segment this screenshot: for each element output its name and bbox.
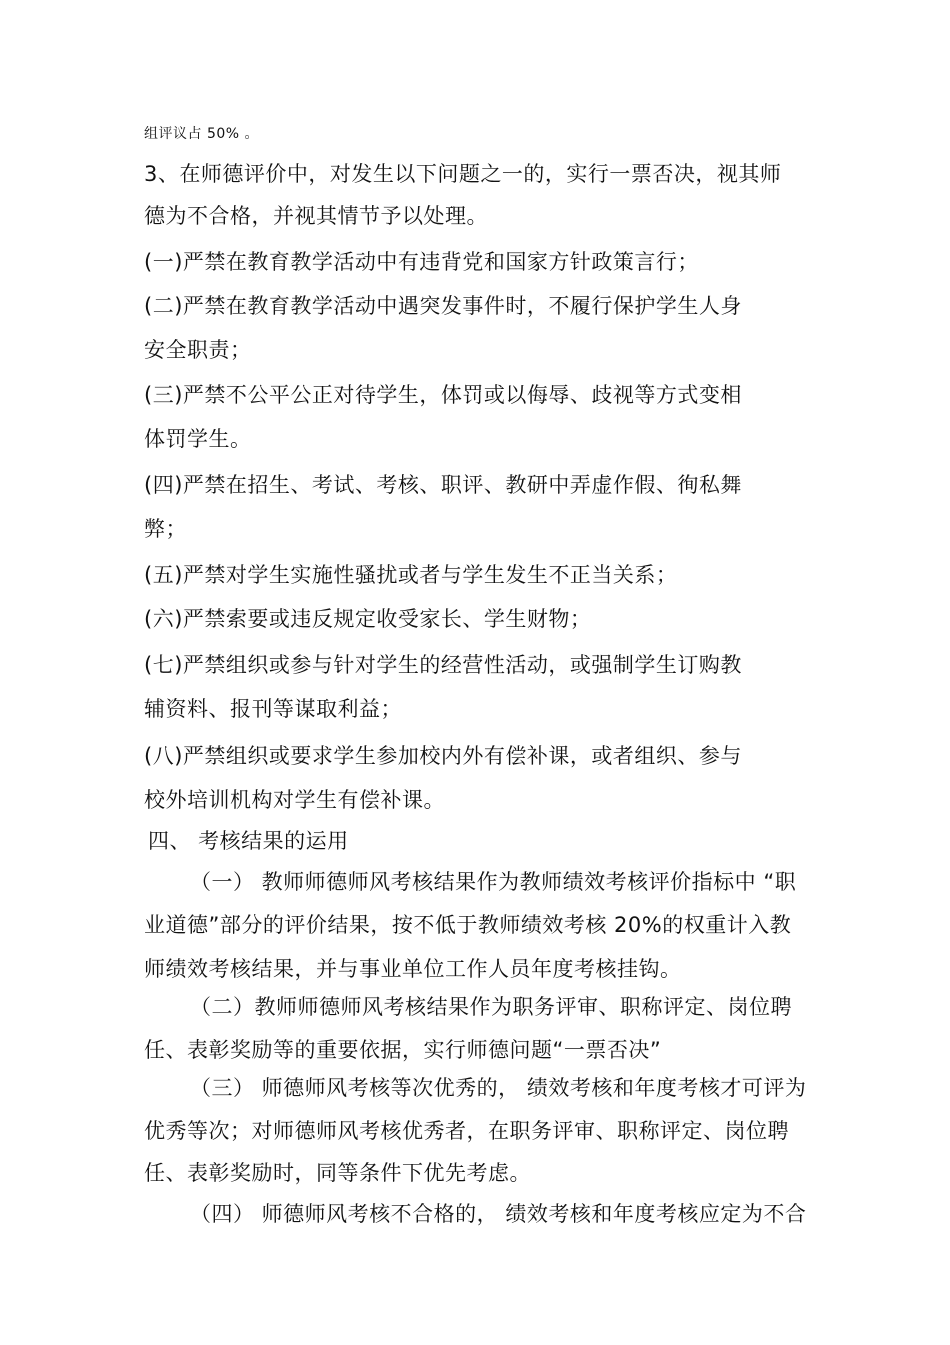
text-line: (一)严禁在教育教学活动中有违背党和国家方针政策言行； xyxy=(144,250,699,274)
text-line: 优秀等次；对师德师风考核优秀者，在职务评审、职称评定、岗位聘 xyxy=(144,1119,789,1143)
text-line: （一） 教师师德师风考核结果作为教师绩效考核评价指标中 “职 xyxy=(190,870,797,894)
text-line: 德为不合格，并视其情节予以处理。 xyxy=(144,204,488,228)
text-line: 校外培训机构对学生有偿补课。 xyxy=(144,788,445,812)
text-line: (八)严禁组织或要求学生参加校内外有偿补课，或者组织、参与 xyxy=(144,744,742,768)
text-line: (七)严禁组织或参与针对学生的经营性活动，或强制学生订购教 xyxy=(144,653,742,677)
text-line: （四） 师德师风考核不合格的， 绩效考核和年度考核应定为不合 xyxy=(190,1202,807,1226)
text-line: （三） 师德师风考核等次优秀的， 绩效考核和年度考核才可评为 xyxy=(190,1076,807,1100)
text-line: (五)严禁对学生实施性骚扰或者与学生发生不正当关系； xyxy=(144,563,678,587)
text-line: 任、表彰奖励时，同等条件下优先考虑。 xyxy=(144,1161,531,1185)
text-line: 业道德”部分的评价结果，按不低于教师绩效考核 20%的权重计入教 xyxy=(144,913,792,937)
text-line: 体罚学生。 xyxy=(144,427,252,451)
text-line: 师绩效考核结果，并与事业单位工作人员年度考核挂钩。 xyxy=(144,957,682,981)
text-line: 3、在师德评价中，对发生以下问题之一的，实行一票否决，视其师 xyxy=(144,162,782,186)
text-line: 安全职责； xyxy=(144,338,252,362)
text-line: 任、表彰奖励等的重要依据，实行师德问题“一票否决” xyxy=(144,1038,662,1062)
text-line: 弊； xyxy=(144,517,187,541)
section-heading: 四、 考核结果的运用 xyxy=(148,829,349,853)
text-line: （二）教师师德师风考核结果作为职务评审、职称评定、岗位聘 xyxy=(190,995,792,1019)
text-line: (六)严禁索要或违反规定收受家长、学生财物； xyxy=(144,607,592,631)
text-line: (二)严禁在教育教学活动中遇突发事件时，不履行保护学生人身 xyxy=(144,294,742,318)
text-line: 组评议占 50% 。 xyxy=(144,126,260,142)
text-line: (四)严禁在招生、考试、考核、职评、教研中弄虚作假、徇私舞 xyxy=(144,473,742,497)
text-line: 辅资料、报刊等谋取利益； xyxy=(144,697,402,721)
text-line: (三)严禁不公平公正对待学生，体罚或以侮辱、歧视等方式变相 xyxy=(144,383,742,407)
